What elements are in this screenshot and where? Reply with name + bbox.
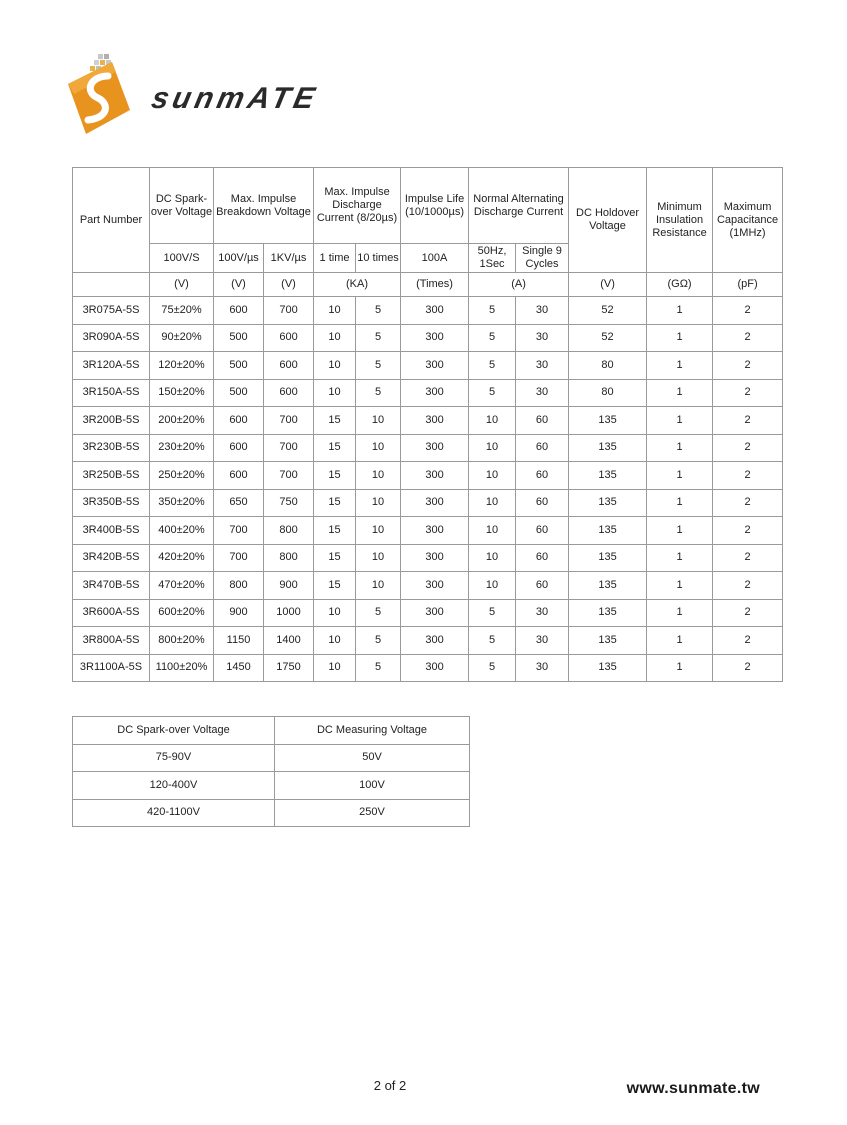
condition-breakdown-1kv: 1KV/µs [264, 244, 314, 273]
table-cell: 15 [314, 434, 356, 462]
table-cell: 80 [569, 379, 647, 407]
table-row [73, 297, 783, 325]
table-cell: 30 [516, 324, 569, 352]
unit-ac: (A) [469, 273, 569, 297]
table-cell: 15 [314, 462, 356, 490]
header-insulation: Minimum Insulation Resistance [647, 168, 713, 273]
table-cell: 10 [469, 407, 516, 435]
table-cell: 600 [214, 297, 264, 325]
table-cell: 1450 [214, 654, 264, 682]
table-cell: 10 [356, 462, 401, 490]
table-cell: 2 [713, 297, 783, 325]
table-row [73, 489, 783, 517]
table-cell: 300 [401, 379, 469, 407]
table-cell: 750 [264, 489, 314, 517]
table-row [73, 544, 783, 572]
specifications-table [72, 167, 783, 682]
unit-holdover: (V) [569, 273, 647, 297]
table-cell: 15 [314, 544, 356, 572]
table-cell: 1150 [214, 627, 264, 655]
part-number-cell: 3R150A-5S [73, 379, 150, 407]
table-cell: 300 [401, 627, 469, 655]
table-cell: 2 [713, 379, 783, 407]
table-cell: 900 [214, 599, 264, 627]
table-cell: 700 [214, 544, 264, 572]
table-cell: 10 [356, 434, 401, 462]
table-cell: 10 [356, 544, 401, 572]
table-cell: 300 [401, 434, 469, 462]
sunmate-logo-icon [64, 52, 154, 140]
table-cell: 135 [569, 407, 647, 435]
table-cell: 250±20% [150, 462, 214, 490]
table-row [73, 517, 783, 545]
table-cell: 600 [214, 407, 264, 435]
table-cell: 300 [401, 517, 469, 545]
table-cell: 10 [314, 352, 356, 380]
table-cell: 2 [713, 654, 783, 682]
table-cell: 5 [356, 297, 401, 325]
table-cell: 2 [713, 517, 783, 545]
table-cell: 470±20% [150, 572, 214, 600]
table-cell: 135 [569, 627, 647, 655]
part-number-cell: 3R250B-5S [73, 462, 150, 490]
table-cell: 52 [569, 324, 647, 352]
part-number-cell: 3R230B-5S [73, 434, 150, 462]
table-cell: 600 [214, 462, 264, 490]
table-cell: 420±20% [150, 544, 214, 572]
table-cell: 2 [713, 627, 783, 655]
unit-capacitance: (pF) [713, 273, 783, 297]
header-impulse-life: Impulse Life (10/1000µs) [401, 168, 469, 244]
logo-wordmark: sunmATE [148, 82, 322, 115]
header-dc-holdover: DC Holdover Voltage [569, 168, 647, 273]
table-cell: 1 [647, 654, 713, 682]
table-cell: 10 [356, 517, 401, 545]
table-cell: 10 [469, 572, 516, 600]
table-row [73, 434, 783, 462]
part-number-cell: 3R800A-5S [73, 627, 150, 655]
table-cell: 300 [401, 297, 469, 325]
table-cell: 15 [314, 572, 356, 600]
table-cell: 1750 [264, 654, 314, 682]
condition-ac-50hz: 50Hz, 1Sec [469, 244, 516, 273]
table-cell: 90±20% [150, 324, 214, 352]
table-cell: 1 [647, 324, 713, 352]
condition-ac-single: Single 9 Cycles [516, 244, 569, 273]
table-cell: 700 [264, 462, 314, 490]
table-cell: 300 [401, 599, 469, 627]
table-cell: 1 [647, 572, 713, 600]
table-cell: 300 [401, 462, 469, 490]
table-cell: 1 [647, 599, 713, 627]
table-cell: 1100±20% [150, 654, 214, 682]
table-row [73, 352, 783, 380]
table-cell: 350±20% [150, 489, 214, 517]
table-cell: 5 [356, 654, 401, 682]
table-cell: 650 [214, 489, 264, 517]
table-cell: 300 [401, 324, 469, 352]
table-cell: 300 [401, 407, 469, 435]
table-cell: 60 [516, 572, 569, 600]
table-cell: 800 [214, 572, 264, 600]
table-cell: 800 [264, 517, 314, 545]
table-cell: 135 [569, 462, 647, 490]
table-cell: 10 [314, 599, 356, 627]
table-cell: 75±20% [150, 297, 214, 325]
table-cell: 300 [401, 489, 469, 517]
part-number-cell: 3R200B-5S [73, 407, 150, 435]
table-cell: 60 [516, 407, 569, 435]
table-cell: 15 [314, 517, 356, 545]
table-cell: 2 [713, 462, 783, 490]
table-cell: 60 [516, 462, 569, 490]
table-cell: 135 [569, 654, 647, 682]
table-row [73, 627, 783, 655]
table-row [73, 599, 783, 627]
table-cell: 150±20% [150, 379, 214, 407]
table-cell: 52 [569, 297, 647, 325]
table-cell: 500 [214, 324, 264, 352]
table-cell: 1 [647, 407, 713, 435]
header-part-number: Part Number [73, 168, 150, 273]
table-cell: 1000 [264, 599, 314, 627]
table-cell: 200±20% [150, 407, 214, 435]
spec-table-body [73, 297, 783, 682]
table-cell: 60 [516, 434, 569, 462]
table-cell: 300 [401, 654, 469, 682]
table-cell: 5 [469, 297, 516, 325]
table-cell: 100V [275, 772, 470, 800]
table-cell: 10 [356, 489, 401, 517]
table-cell: 1 [647, 379, 713, 407]
part-number-cell: 3R470B-5S [73, 572, 150, 600]
condition-discharge-1: 1 time [314, 244, 356, 273]
table-row [73, 407, 783, 435]
table-cell: 30 [516, 352, 569, 380]
table-cell: 10 [469, 462, 516, 490]
table-cell: 600 [214, 434, 264, 462]
table-cell: 5 [356, 599, 401, 627]
table-cell: 2 [713, 407, 783, 435]
table-row [73, 654, 783, 682]
unit-breakdown-100v: (V) [214, 273, 264, 297]
table-cell: 5 [469, 324, 516, 352]
header-dc-sparkover: DC Spark-over Voltage [150, 168, 214, 244]
header-dc-sparkover-range: DC Spark-over Voltage [73, 717, 275, 745]
table-cell: 800 [264, 544, 314, 572]
table-cell: 600 [264, 324, 314, 352]
table-cell: 1 [647, 517, 713, 545]
table-cell: 30 [516, 627, 569, 655]
table-cell: 2 [713, 434, 783, 462]
unit-empty [73, 273, 150, 297]
table-cell: 30 [516, 297, 569, 325]
table-cell: 10 [469, 489, 516, 517]
table-cell: 120±20% [150, 352, 214, 380]
table-cell: 5 [469, 599, 516, 627]
table-cell: 10 [314, 627, 356, 655]
table-cell: 135 [569, 544, 647, 572]
table-row [73, 744, 470, 772]
condition-life: 100A [401, 244, 469, 273]
company-logo [64, 52, 334, 140]
table-cell: 10 [469, 544, 516, 572]
table-cell: 5 [469, 352, 516, 380]
table-cell: 2 [713, 544, 783, 572]
table-cell: 135 [569, 572, 647, 600]
table-cell: 5 [356, 352, 401, 380]
table-cell: 135 [569, 489, 647, 517]
table-cell: 50V [275, 744, 470, 772]
header-impulse-breakdown: Max. Impulse Breakdown Voltage [214, 168, 314, 244]
table-cell: 15 [314, 407, 356, 435]
table-row [73, 572, 783, 600]
table-cell: 2 [713, 489, 783, 517]
table-row [73, 772, 470, 800]
page-number: 2 of 2 [373, 1078, 407, 1093]
table-cell: 1 [647, 489, 713, 517]
table-cell: 700 [264, 434, 314, 462]
table-cell: 400±20% [150, 517, 214, 545]
website-url: www.sunmate.tw [626, 1080, 760, 1097]
unit-discharge: (KA) [314, 273, 401, 297]
table-row [73, 324, 783, 352]
unit-dc-sparkover: (V) [150, 273, 214, 297]
table-cell: 1 [647, 352, 713, 380]
table-cell: 60 [516, 517, 569, 545]
table-cell: 5 [469, 654, 516, 682]
table-cell: 5 [469, 627, 516, 655]
table-cell: 1 [647, 297, 713, 325]
table-cell: 30 [516, 654, 569, 682]
table-cell: 10 [314, 654, 356, 682]
table-cell: 60 [516, 544, 569, 572]
table-cell: 600±20% [150, 599, 214, 627]
header-impulse-discharge: Max. Impulse Discharge Current (8/20µs) [314, 168, 401, 244]
header-capacitance: Maximum Capacitance (1MHz) [713, 168, 783, 273]
unit-life: (Times) [401, 273, 469, 297]
table-cell: 60 [516, 489, 569, 517]
header-ac-discharge: Normal Alternating Discharge Current [469, 168, 569, 244]
unit-breakdown-1kv: (V) [264, 273, 314, 297]
table-cell: 5 [469, 379, 516, 407]
condition-discharge-10: 10 times [356, 244, 401, 273]
condition-dc-sparkover: 100V/S [150, 244, 214, 273]
table-cell: 15 [314, 489, 356, 517]
table-cell: 250V [275, 799, 470, 827]
table-cell: 300 [401, 572, 469, 600]
table-cell: 80 [569, 352, 647, 380]
table-cell: 135 [569, 599, 647, 627]
table-cell: 300 [401, 352, 469, 380]
part-number-cell: 3R400B-5S [73, 517, 150, 545]
table-cell: 10 [469, 434, 516, 462]
header-dc-measuring-voltage: DC Measuring Voltage [275, 717, 470, 745]
table-cell: 10 [356, 572, 401, 600]
table-cell: 10 [356, 407, 401, 435]
part-number-cell: 3R120A-5S [73, 352, 150, 380]
table-cell: 135 [569, 434, 647, 462]
table-cell: 700 [264, 297, 314, 325]
table-cell: 1 [647, 544, 713, 572]
table-cell: 10 [314, 379, 356, 407]
table-cell: 1 [647, 627, 713, 655]
table-cell: 800±20% [150, 627, 214, 655]
table-cell: 2 [713, 572, 783, 600]
table-cell: 1 [647, 462, 713, 490]
part-number-cell: 3R420B-5S [73, 544, 150, 572]
table-cell: 2 [713, 324, 783, 352]
table-cell: 10 [314, 297, 356, 325]
table-row [73, 799, 470, 827]
table-cell: 30 [516, 599, 569, 627]
table-cell: 700 [214, 517, 264, 545]
table-cell: 5 [356, 627, 401, 655]
table-cell: 10 [469, 517, 516, 545]
part-number-cell: 3R350B-5S [73, 489, 150, 517]
part-number-cell: 3R1100A-5S [73, 654, 150, 682]
table-row [73, 379, 783, 407]
table-cell: 1 [647, 434, 713, 462]
table-cell: 5 [356, 324, 401, 352]
part-number-cell: 3R090A-5S [73, 324, 150, 352]
table-cell: 75-90V [73, 744, 275, 772]
unit-insulation: (GΩ) [647, 273, 713, 297]
table-row [73, 462, 783, 490]
table-cell: 500 [214, 379, 264, 407]
part-number-cell: 3R600A-5S [73, 599, 150, 627]
table-cell: 500 [214, 352, 264, 380]
table-cell: 5 [356, 379, 401, 407]
table-cell: 600 [264, 379, 314, 407]
table-cell: 1400 [264, 627, 314, 655]
part-number-cell: 3R075A-5S [73, 297, 150, 325]
table-cell: 300 [401, 544, 469, 572]
table-cell: 2 [713, 599, 783, 627]
table-cell: 30 [516, 379, 569, 407]
table-cell: 230±20% [150, 434, 214, 462]
table-cell: 10 [314, 324, 356, 352]
condition-breakdown-100v: 100V/µs [214, 244, 264, 273]
table-cell: 120-400V [73, 772, 275, 800]
table-cell: 2 [713, 352, 783, 380]
table-cell: 600 [264, 352, 314, 380]
measuring-voltage-table [72, 716, 470, 827]
table-cell: 420-1100V [73, 799, 275, 827]
table-cell: 700 [264, 407, 314, 435]
table-cell: 900 [264, 572, 314, 600]
table-cell: 135 [569, 517, 647, 545]
